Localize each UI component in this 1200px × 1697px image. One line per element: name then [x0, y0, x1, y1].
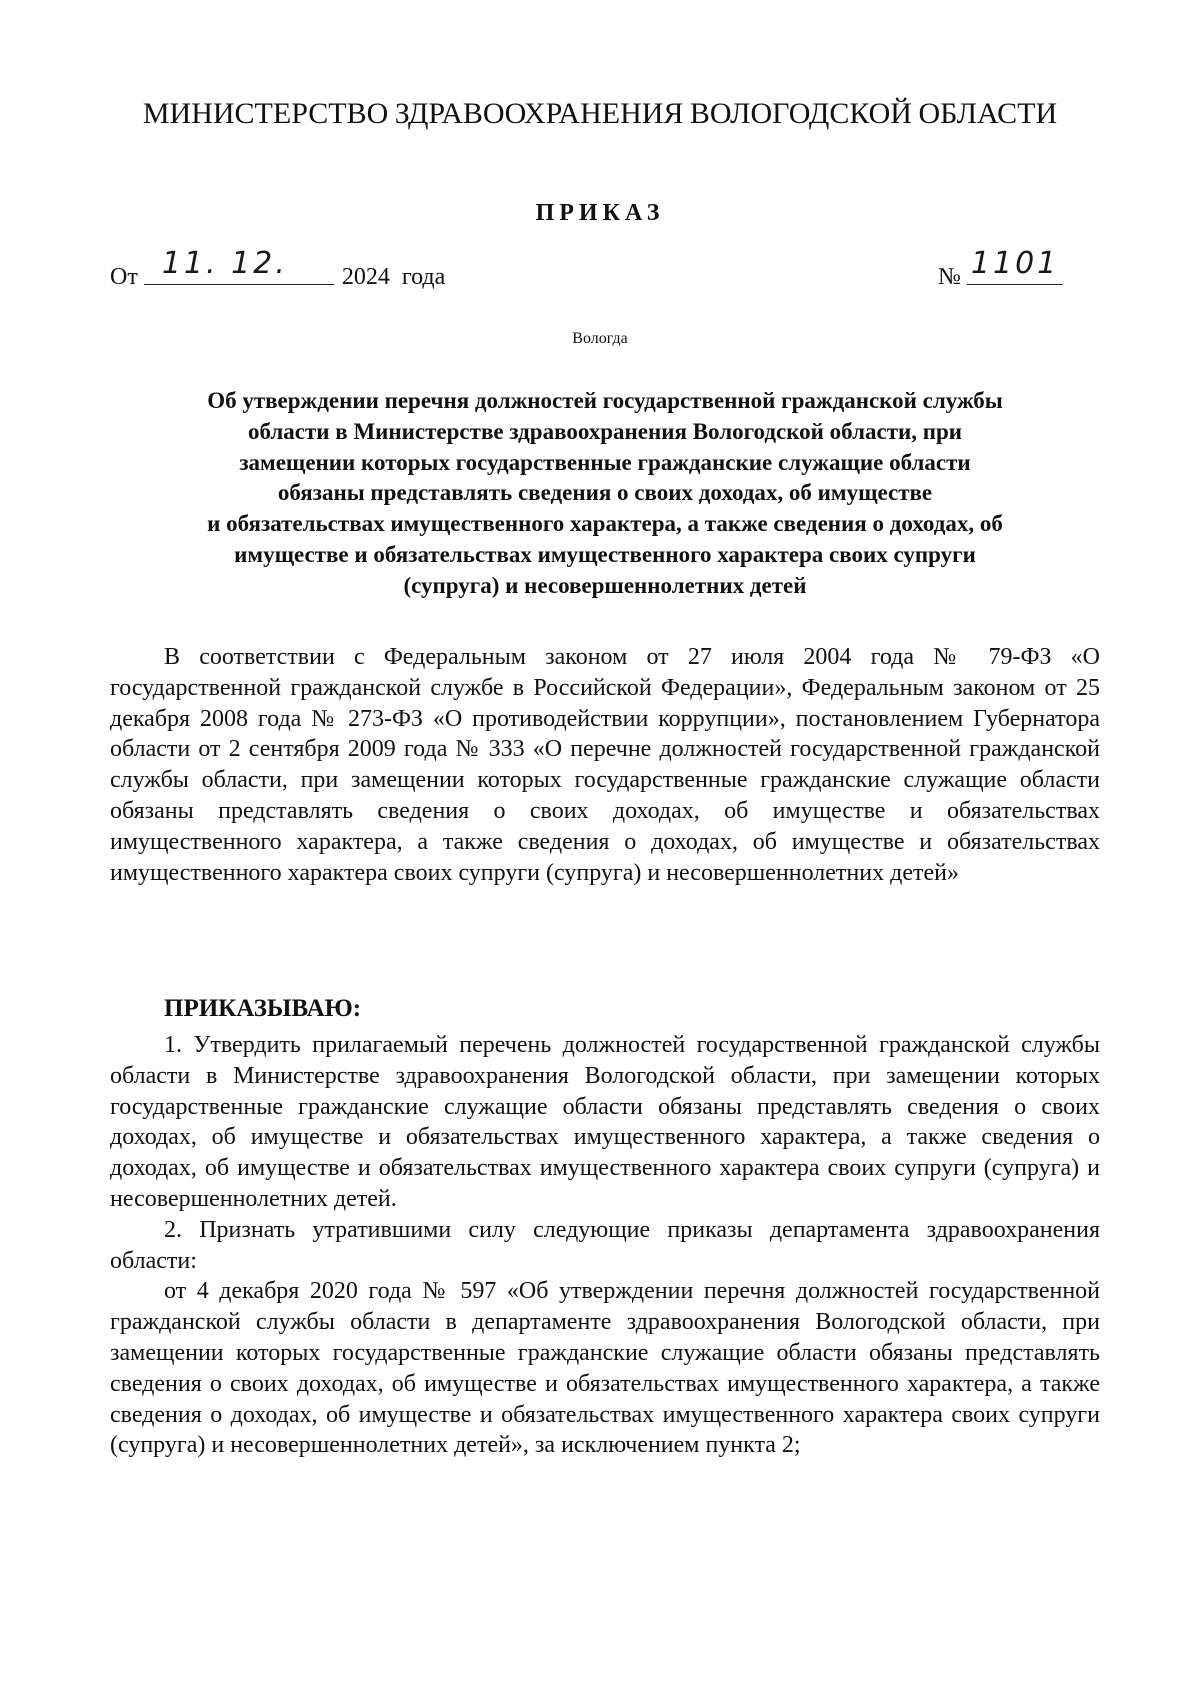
- title-line: и обязательствах имущественного характера, а также сведения о доходах, об: [207, 511, 1003, 537]
- document-type: ПРИКАЗ: [535, 200, 665, 226]
- number-field: [967, 246, 1063, 285]
- title-line: замещении которых государственные гражданские служащие области: [239, 449, 971, 475]
- date-line: [110, 246, 446, 291]
- handwritten-date: 11. 12.: [161, 246, 288, 281]
- date-field: [144, 246, 334, 285]
- order-item-2: 2. Признать утратившими силу следующие приказы департамента здравоохранения области:: [110, 1216, 1100, 1274]
- handwritten-number: 1101: [970, 246, 1060, 281]
- title-line: обязаны представлять сведения о своих доходах, об имуществе: [277, 480, 933, 506]
- title-line: области в Министерстве здравоохранения Вологодской области, при: [247, 418, 963, 444]
- number-line: [938, 246, 1063, 291]
- ministry-header: МИНИСТЕРСТВО ЗДРАВООХРАНЕНИЯ ВОЛОГОДСКОЙ ОБЛАСТИ: [142, 97, 1058, 130]
- date-suffix: 2024 года: [341, 264, 446, 290]
- order-item-1: 1. Утвердить прилагаемый перечень должностей государственной гражданской службы области в Министерстве здравоохранения Вологодской области, при замещении которых государственные гражданские служащие области обязаны представлять сведения о своих доходах, об имуществе и обязательствах имущественного характера, а также сведения о доходах, об имуществе и обязательствах имущественного характера своих супруги (супруга) и несовершеннолетних детей.: [110, 1032, 1100, 1212]
- number-prefix: №: [938, 264, 961, 290]
- preamble: [110, 642, 1100, 888]
- document-title: [110, 386, 1100, 602]
- order-items: [110, 1030, 1100, 1461]
- title-line: (супруга) и несовершеннолетних детей: [403, 572, 807, 598]
- date-prefix: От: [110, 264, 138, 290]
- preamble-paragraph: В соответствии с Федеральным законом от 27 июля 2004 года № 79-ФЗ «О государственной гражданской службе в Российской Федерации», Федеральным законом от 25 декабря 2008 года № 273-ФЗ «О противодействии коррупции», постановлением Губернатора области от 2 сентября 2009 года № 333 «О перечне должностей государственной гражданской службы области, при замещении которых государственные гражданские служащие области обязаны представлять сведения о своих доходах, об имуществе и обязательствах имущественного характера, а также сведения о доходах, об имуществе и обязательствах имущественного характера своих супруги (супруга) и несовершеннолетних детей»: [110, 644, 1100, 886]
- order-item-2-sub: от 4 декабря 2020 года № 597 «Об утверждении перечня должностей государственной гражданской службы области в департаменте здравоохранения Вологодской области, при замещении которых государственные гражданские служащие области обязаны представлять сведения о своих доходах, об имуществе и обязательствах имущественного характера, а также сведения о доходах, об имуществе и обязательствах имущественного характера своих супруги (супруга) и несовершеннолетних детей», за исключением пункта 2;: [110, 1278, 1100, 1459]
- title-line: имуществе и обязательствах имущественного характера своих супруги: [234, 541, 976, 567]
- city: Вологда: [572, 330, 628, 347]
- order-heading: ПРИКАЗЫВАЮ:: [164, 995, 362, 1022]
- title-line: Об утверждении перечня должностей государственной гражданской службы: [207, 388, 1003, 413]
